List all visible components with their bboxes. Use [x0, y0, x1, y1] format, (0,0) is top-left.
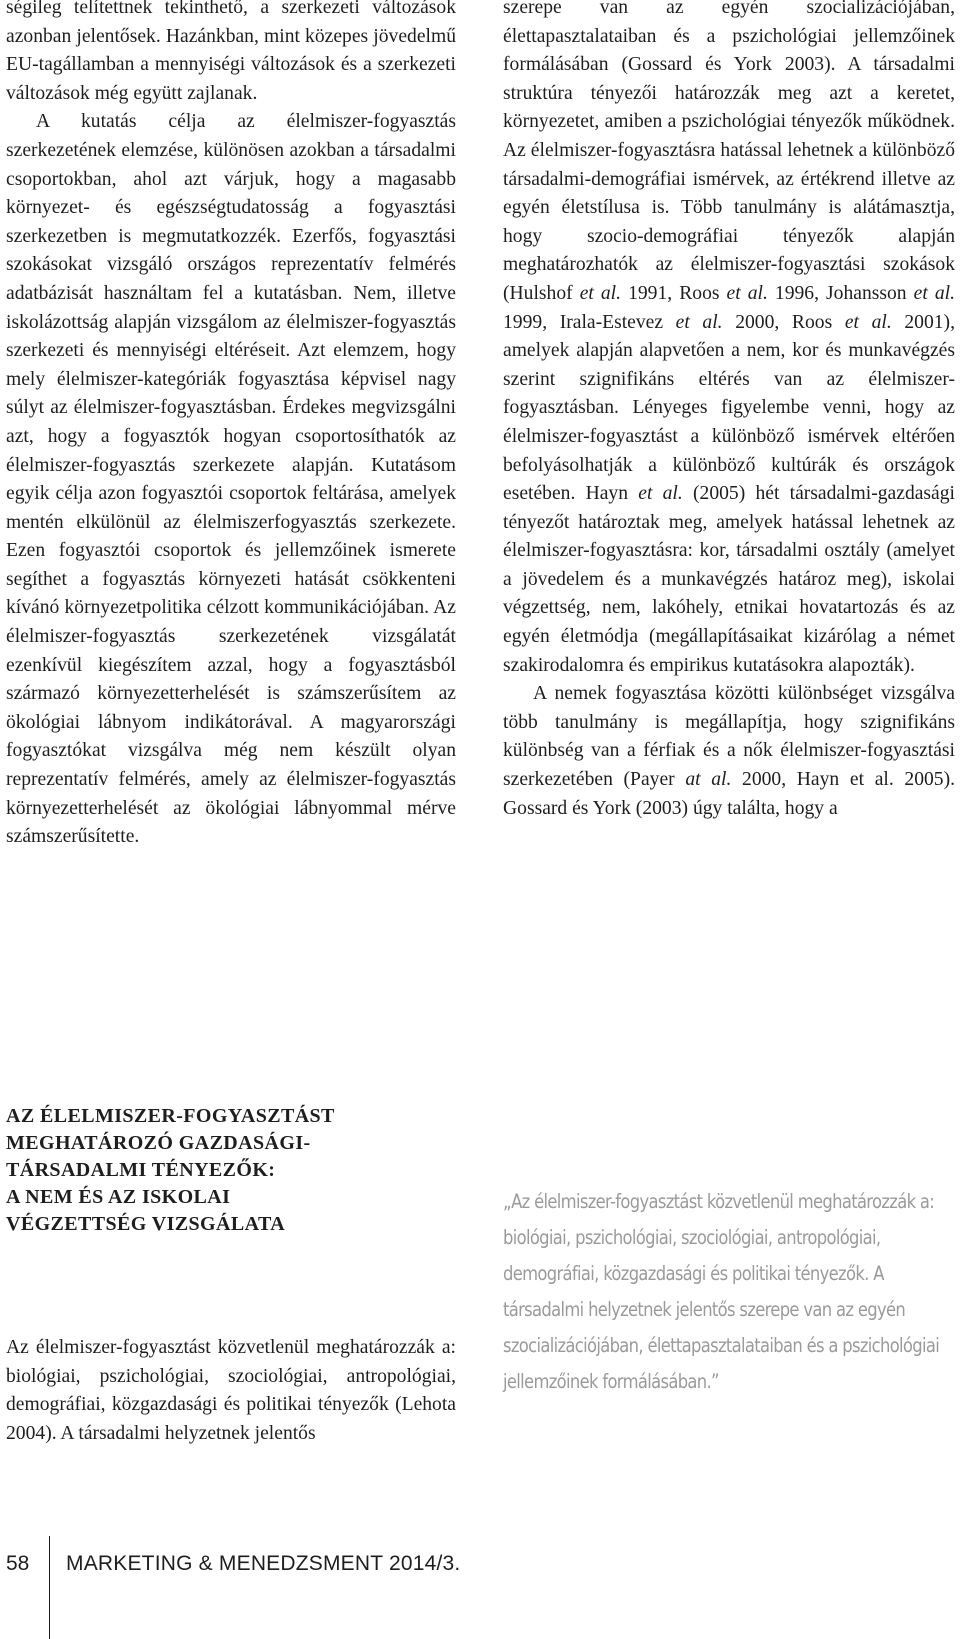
text-run: 1996, Johansson	[767, 282, 914, 304]
section-body-paragraph: Az élelmiszer-fogyasztást közvetlenül meghatározzák a: biológiai, pszichológiai, szociológiai, antropológiai, demográfiai, közgazdasági és politikai tényezők (Lehota 2004). A társadalmi helyzetnek jelentős	[6, 1337, 456, 1444]
text-run: ségileg telítettnek tekinthető, a szerkezeti változások azonban jelentősek. Hazánkban, mint közepes jövedelmű EU-tagállamban a mennyiségi változások és a szerkezeti változások még együtt zajlanak.	[6, 0, 456, 104]
pull-quote: „Az élelmiszer-fogyasztást közvetlenül meghatározzák a: biológiai, pszichológiai, szociológiai, antropológiai, demográfiai, közgazdasági és politikai tényezők. A társadalmi helyzetnek jelentős szerepe van az egyén szocializációjában, élettapasztalataiban és a pszichológiai jellemzőinek formálásában.”	[503, 1190, 940, 1393]
page-number: 58	[6, 1552, 30, 1575]
citation-italic: et al.	[913, 282, 955, 304]
section-heading-line: AZ ÉLELMISZER-FOGYASZTÁST	[6, 1105, 335, 1127]
section-body-column	[6, 1334, 456, 1448]
text-run: 2000, Roos	[722, 311, 845, 333]
left-text-column	[6, 0, 456, 852]
section-heading-line: VÉGZETTSÉG VIZSGÁLATA	[6, 1213, 286, 1235]
citation-italic: et al.	[675, 311, 723, 333]
body-paragraph	[503, 0, 955, 680]
section-heading-line: TÁRSADALMI TÉNYEZŐK:	[6, 1159, 276, 1181]
text-run: A kutatás célja az élelmiszer-fogyasztás szerkezetének elemzése, különösen azokban a társadalmi csoportokban, ahol azt várjuk, hogy a magasabb környezet- és egészségtudatosság a fogyasztási szerkezetben is megmutatkozzék. Ezerfős, fogyasztási szokásokat vizsgáló országos reprezentatív felmérés adatbázisát használtam fel a kutatásban. Nem, illetve iskolázottság alapján vizsgálom az élelmiszer-fogyasztás szerkezeti és mennyiségi eltéréseit. Azt elemzem, hogy mely élelmiszer-kategóriák fogyasztása képvisel nagy súlyt az élelmiszer-fogyasztásban. Érdekes megvizsgálni azt, hogy a fogyasztók hogyan csoportosíthatók az élelmiszer-fogyasztás szerkezete alapján. Kutatásom egyik célja azon fogyasztói csoportok feltárása, amelyek mentén elkülönül az élelmiszerfogyasztás szerkezete. Ezen fogyasztói csoportok és jellemzőinek ismerete segíthet a fogyasztás környezeti hatását csökkenteni kívánó környezetpolitika célzott kommunikációjában. Az élelmiszer-fogyasztás szerkezetének vizsgálatát ezenkívül kiegészítem azzal, hogy a fogyasztásból származó környezetterhelését is számszerűsítem az ökológiai lábnyom indikátorával. A magyarországi fogyasztókat vizsgálva még nem készült olyan reprezentatív felmérés, amely az élelmiszer-fogyasztás környezetterhelését az ökológiai lábnyommal mérve számszerűsítette.	[6, 111, 456, 848]
text-run: 1999, Irala-Estevez	[503, 311, 676, 333]
section-heading-line: MEGHATÁROZÓ GAZDASÁGI-	[6, 1132, 311, 1154]
body-paragraph	[503, 680, 955, 823]
citation-italic: et al.	[844, 311, 892, 333]
right-text-column	[503, 0, 955, 823]
text-run: A nemek fogyasztása közötti különbséget vizsgálva több tanulmány is megállapítja, hogy szignifikáns különbség van a férfiak és a nők élelmiszer-fogyasztási szerkezetében (Payer	[503, 683, 955, 791]
body-paragraph	[6, 108, 456, 851]
body-paragraph	[6, 0, 456, 108]
text-run: szerepe van az egyén szocializációjában, élettapasztalataiban és a pszichológiai jellemzőinek formálásában (Gossard és York 2003). A társadalmi struktúra tényezői határozzák meg azt a keretet, környezetet, amiben a pszichológiai tényezők működnek. Az élelmiszer-fogyasztásra hatással lehetnek a különböző társadalmi-demográfiai ismérvek, az értékrend illetve az egyén életstílusa is. Több tanulmány is alátámasztja, hogy szocio-demográfiai tényezők alapján meghatározhatók az élelmiszer-fogyasztási szokások (Hulshof	[503, 0, 955, 304]
citation-italic: et al.	[638, 483, 683, 505]
text-run: 2000, Hayn et al. 2005). Gossard és York (2003) úgy találta, hogy a	[503, 769, 956, 819]
text-run: 1991, Roos	[621, 282, 727, 304]
section-heading-line: A NEM ÉS AZ ISKOLAI	[6, 1186, 231, 1208]
section-heading	[6, 1103, 456, 1238]
journal-title: MARKETING & MENEDZSMENT 2014/3.	[66, 1552, 461, 1575]
footer-divider	[49, 1536, 50, 1639]
citation-italic: et al.	[579, 282, 622, 304]
text-run: (2005) hét társadalmi-gazdasági tényezőt határoztak meg, amelyek hatással lehetnek az élelmiszer-fogyasztásra: kor, társadalmi osztály (amelyet a jövedelem és a munkavégzés határoz meg), iskolai végzettség, nem, lakóhely, etnikai hovatartozás és az egyén életmódja (megállapításaikat kizárólag a német szakirodalomra és empirikus kutatásokra alapozták).	[503, 483, 955, 676]
citation-italic: at al.	[685, 769, 732, 791]
citation-italic: et al.	[726, 282, 768, 304]
text-run: 2001), amelyek alapján alapvetően a nem, kor és munkavégzés szerint szignifikáns eltérés van az élelmiszer-fogyasztásban. Lényeges figyelembe venni, hogy az élelmiszer-fogyasztást a különböző ismérvek eltérően befolyásolhatják a különböző kultúrák és országok esetében. Hayn	[503, 311, 955, 505]
